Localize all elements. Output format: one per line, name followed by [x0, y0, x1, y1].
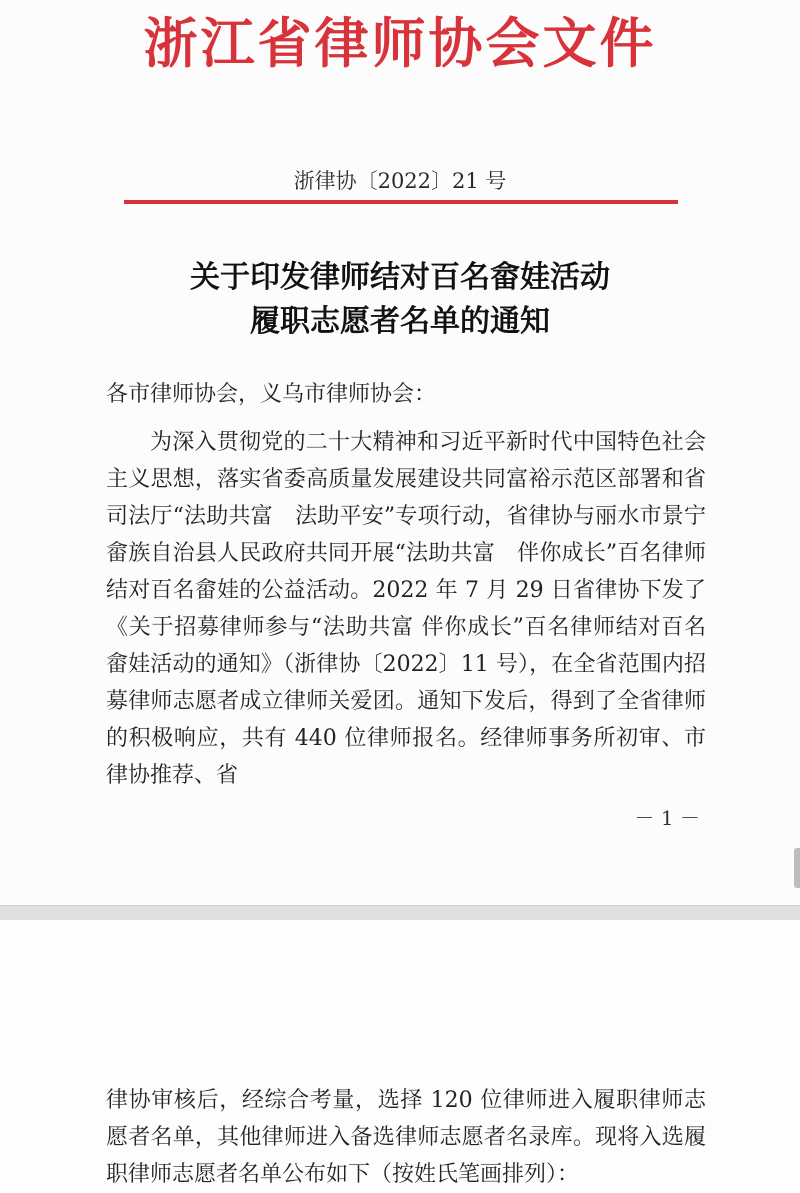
red-separator-line: [124, 200, 678, 204]
title-line-2: 履职志愿者名单的通知: [250, 304, 550, 339]
page-number: － 1 －: [634, 806, 700, 830]
title-line-1: 关于印发律师结对百名畲娃活动: [190, 260, 610, 295]
addressee-line: 各市律师协会，义乌市律师协会：: [106, 382, 437, 407]
scroll-handle[interactable]: [794, 848, 800, 888]
body-paragraph: 为深入贯彻党的二十大精神和习近平新时代中国特色社会主义思想，落实省委高质量发展建设共同富裕示范区部署和省司法厅“法助共富 法助平安”专项行动，省律协与丽水市景宁畲族自治县人民政府共同开展“法助共富 伴你成长”百名律师结对百名畲娃的公益活动。2022 年 7 月 29 日省律协下发了《关于招募律师参与“法助共富 伴你成长”百名律师结对百名畲娃活动的通知》（浙律协〔2022〕11 号），在全省范围内招募律师志愿者成立律师关爱团。通知下发后，得到了全省律师的积极响应，共有 440 位律师报名。经律师事务所初审、市律协推荐、省: [106, 430, 706, 788]
continuation-paragraph: 律协审核后，经综合考量，选择 120 位律师进入履职律师志愿者名单，其他律师进入备选律师志愿者名录库。现将入选履职律师志愿者名单公布如下（按姓氏笔画排列）：: [106, 1088, 706, 1187]
document-title: [0, 256, 800, 344]
document-masthead: 浙江省律师协会文件: [143, 12, 657, 75]
document-number: 浙律协〔2022〕21 号: [293, 169, 507, 193]
